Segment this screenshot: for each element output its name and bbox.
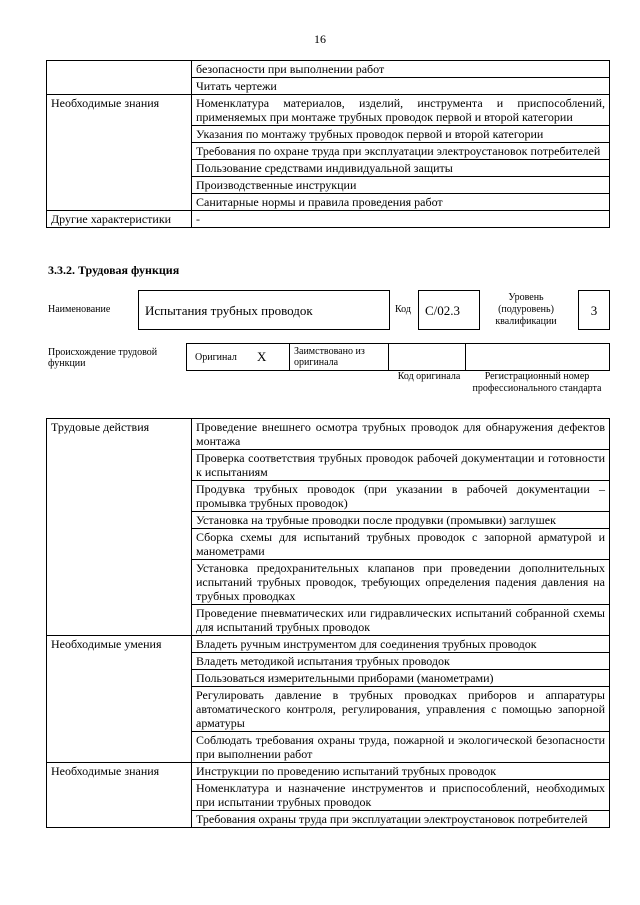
table-row [47, 95, 610, 126]
table-row [47, 763, 610, 780]
level-value-box [578, 290, 610, 330]
name-value: Испытания трубных проводок [145, 303, 313, 318]
row-item: Требования охраны труда при эксплуатации электроустановок потребителей [192, 811, 610, 828]
row-label [47, 61, 192, 95]
row-item: Проведение пневматических или гидравлических испытаний собранной схемы для испытаний трубных проводок [192, 605, 610, 636]
code-value-box [418, 290, 480, 330]
row-item: Санитарные нормы и правила проведения работ [192, 194, 610, 211]
skills-table-continued [46, 60, 610, 228]
table-row [47, 211, 610, 228]
level-label: Уровень (подуровень) квалификации [495, 292, 557, 327]
code-label: Код [395, 304, 411, 315]
origin-reg-box [465, 343, 610, 371]
row-item: Регулировать давление в трубных проводках приборов и аппаратуры автоматического контроля, регулирования, управления с помощью запорной арматуры [192, 687, 610, 732]
row-label: Необходимые знания [47, 95, 192, 211]
original-mark: X [257, 349, 267, 364]
table-row [47, 61, 610, 78]
row-item: Владеть ручным инструментом для соединения трубных проводок [192, 636, 610, 653]
origin-code-box [388, 343, 466, 371]
page-number: 16 [314, 32, 326, 46]
row-item: Номенклатура и назначение инструментов и приспособлений, необходимых при испытании трубных проводок [192, 780, 610, 811]
row-label: Необходимые умения [47, 636, 192, 763]
section-title: 3.3.2. Трудовая функция [48, 263, 180, 277]
row-item: безопасности при выполнении работ [192, 61, 610, 78]
row-item: Производственные инструкции [192, 177, 610, 194]
original-label: Оригинал [195, 352, 237, 363]
row-label: Другие характеристики [47, 211, 192, 228]
row-item: - [192, 211, 610, 228]
original-box [186, 343, 290, 371]
row-label: Трудовые действия [47, 419, 192, 636]
borrowed-box [289, 343, 389, 371]
origin-reg-caption: Регистрационный номер профессионального стандарта [472, 371, 602, 394]
row-item: Указания по монтажу трубных проводок первой и второй категории [192, 126, 610, 143]
row-label: Необходимые знания [47, 763, 192, 828]
row-item: Сборка схемы для испытаний трубных проводок с запорной арматурой и манометрами [192, 529, 610, 560]
row-item: Пользоваться измерительными приборами (манометрами) [192, 670, 610, 687]
name-label: Наименование [48, 304, 111, 315]
origin-code-caption: Код оригинала [397, 371, 461, 382]
row-item: Владеть методикой испытания трубных проводок [192, 653, 610, 670]
code-value: C/02.3 [425, 303, 461, 318]
row-item: Проверка соответствия трубных проводок рабочей документации и готовности к испытаниям [192, 450, 610, 481]
origin-label: Происхождение трудовой функции [48, 347, 158, 369]
function-details-table [46, 418, 610, 828]
row-item: Пользование средствами индивидуальной защиты [192, 160, 610, 177]
row-item: Читать чертежи [192, 78, 610, 95]
table-row [47, 419, 610, 450]
borrowed-label: Заимствовано из оригинала [294, 346, 365, 368]
row-item: Проведение внешнего осмотра трубных проводок для обнаружения дефектов монтажа [192, 419, 610, 450]
row-item: Соблюдать требования охраны труда, пожарной и экологической безопасности при выполнении работ [192, 732, 610, 763]
name-value-box [138, 290, 390, 330]
level-value: 3 [590, 303, 598, 318]
row-item: Требования по охране труда при эксплуатации электроустановок потребителей [192, 143, 610, 160]
row-item: Инструкции по проведению испытаний трубных проводок [192, 763, 610, 780]
row-item: Номенклатура материалов, изделий, инструмента и приспособлений, применяемых при монтаже трубных проводок первой и второй категории [192, 95, 610, 126]
row-item: Установка на трубные проводки после продувки (промывки) заглушек [192, 512, 610, 529]
table-row [47, 636, 610, 653]
row-item: Установка предохранительных клапанов при проведении дополнительных испытаний трубных проводок, требующих определения падения давления на трубных проводках [192, 560, 610, 605]
row-item: Продувка трубных проводок (при указании в рабочей документации – промывка трубных проводок) [192, 481, 610, 512]
